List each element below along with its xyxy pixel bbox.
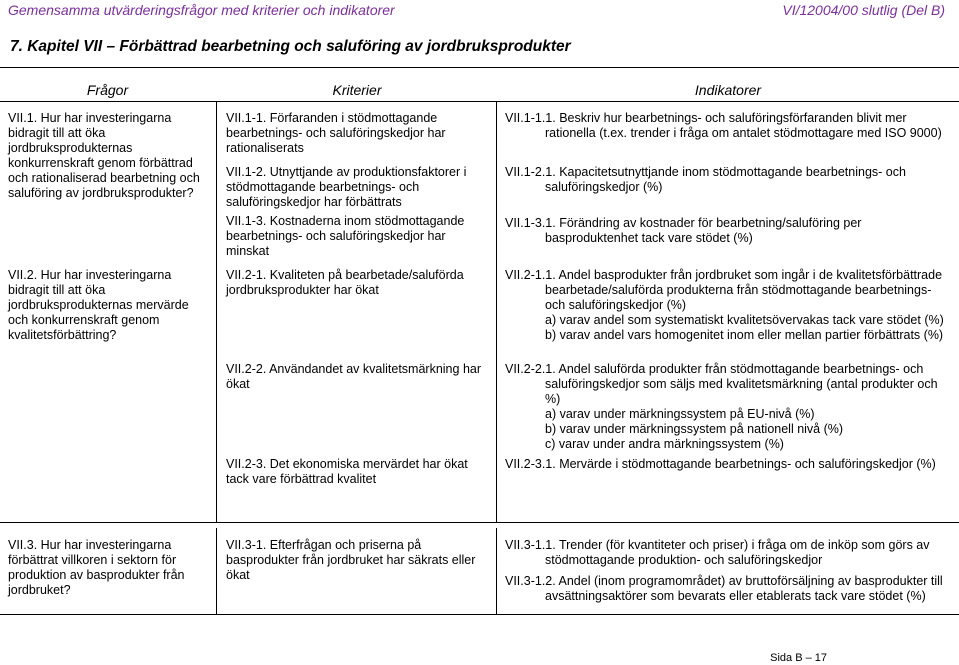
criterion-cell: VII.1-1. Förfaranden i stödmottagande bearbetnings- och saluföringskedjor har rationaliserats <box>226 111 446 155</box>
table-bottom-border <box>0 614 959 615</box>
indicator-text: VII.1-2.1. Kapacitetsutnyttjande inom stödmottagande bearbetnings- och saluföringskedjor (%) <box>505 165 906 194</box>
criterion-cell: VII.2-3. Det ekonomiska mervärdet har ökat tack vare förbättrad kvalitet <box>226 457 468 486</box>
indicator-subitem: c) varav under andra märkningssystem (%) <box>545 437 784 451</box>
indicator-cell <box>505 457 953 472</box>
indicator-subitem: b) varav under märkningssystem på nationell nivå (%) <box>545 422 844 436</box>
indicator-cell <box>505 268 953 343</box>
indicator-subitem: a) varav andel som systematiskt kvalitetsövervakas tack vare stödet (%) <box>545 313 944 327</box>
column-header-questions: Frågor <box>86 82 129 98</box>
header-row-border <box>0 101 959 102</box>
indicator-cell <box>505 538 953 568</box>
criterion-cell: VII.1-3. Kostnaderna inom stödmottagande bearbetnings- och saluföringskedjor har minskat <box>226 214 465 258</box>
indicator-cell <box>505 362 953 452</box>
document-header-left: Gemensamma utvärderingsfrågor med kriterier och indikatorer <box>8 2 395 18</box>
column-divider-4 <box>496 528 497 614</box>
indicator-text: VII.1-3.1. Förändring av kostnader för bearbetning/saluföring per basproduktenhet tack vare stödet (%) <box>505 216 862 245</box>
section-border <box>0 522 959 523</box>
indicator-subitem: a) varav under märkningssystem på EU-nivå (%) <box>545 407 815 421</box>
page-number: Sida B – 17 <box>770 652 827 664</box>
indicator-text: VII.3-1.1. Trender (för kvantiteter och priser) i fråga om de inköp som görs av stödmottagande produktion- och saluföringskedjor <box>505 538 930 567</box>
criterion-cell: VII.3-1. Efterfrågan och priserna på basprodukter från jordbruket har säkrats eller ökat <box>226 538 476 582</box>
criterion-cell: VII.2-1. Kvaliteten på bearbetade/saluförda jordbruksprodukter har ökat <box>226 268 464 297</box>
document-header-right: VI/12004/00 slutlig (Del B) <box>782 2 945 18</box>
indicator-text: VII.2-2.1. Andel saluförda produkter från stödmottagande bearbetnings- och saluföringskedjor som säljs med kvalitetsmärkning (antal produkter och %) <box>505 362 938 406</box>
indicator-cell <box>505 574 953 604</box>
indicator-subitem: b) varav andel vars homogenitet inom eller mellan partier förbättrats (%) <box>545 328 944 342</box>
criterion-cell: VII.1-2. Utnyttjande av produktionsfaktorer i stödmottagande bearbetnings- och saluföringskedjor har förbättrats <box>226 165 467 209</box>
column-header-criteria: Kriterier <box>332 82 382 98</box>
column-header-indicators: Indikatorer <box>694 82 762 98</box>
indicator-cell <box>505 111 953 141</box>
indicator-cell <box>505 165 953 195</box>
column-divider-1 <box>216 102 217 523</box>
criterion-cell: VII.2-2. Användandet av kvalitetsmärkning har ökat <box>226 362 482 391</box>
column-divider-2 <box>496 102 497 523</box>
chapter-title: 7. Kapitel VII – Förbättrad bearbetning och saluföring av jordbruksprodukter <box>10 38 571 55</box>
column-divider-3 <box>216 528 217 614</box>
indicator-text: VII.1-1.1. Beskriv hur bearbetnings- och saluföringsförfaranden blivit mer rationella (t.ex. trender i fråga om antalet stödmottagare med ISO 9000) <box>505 111 942 140</box>
indicator-text: VII.3-1.2. Andel (inom programområdet) av bruttoförsäljning av basprodukter till avsättningsaktörer som bevarats eller etablerats tack vare stödet (%) <box>505 574 943 603</box>
table-top-border <box>0 67 959 68</box>
question-cell: VII.2. Hur har investeringarna bidragit till att öka jordbruksprodukternas mervärde och konkurrenskraft genom kvalitetsförbättring? <box>8 268 189 342</box>
indicator-text: VII.2-3.1. Mervärde i stödmottagande bearbetnings- och saluföringskedjor (%) <box>505 457 936 471</box>
question-cell: VII.1. Hur har investeringarna bidragit till att öka jordbruksprodukternas konkurrenskraft genom förbättrad och rationaliserad bearbetning och saluföring av jordbruksprodukter? <box>8 111 200 200</box>
indicator-text: VII.2-1.1. Andel basprodukter från jordbruket som ingår i de kvalitetsförbättrade bearbetade/saluförda produkterna från stödmottagande bearbetnings- och saluföringskedjor (%) <box>505 268 943 312</box>
question-cell: VII.3. Hur har investeringarna förbättrat villkoren i sektorn för produktion av basprodukter från jordbruket? <box>8 538 185 597</box>
indicator-cell <box>505 216 953 246</box>
